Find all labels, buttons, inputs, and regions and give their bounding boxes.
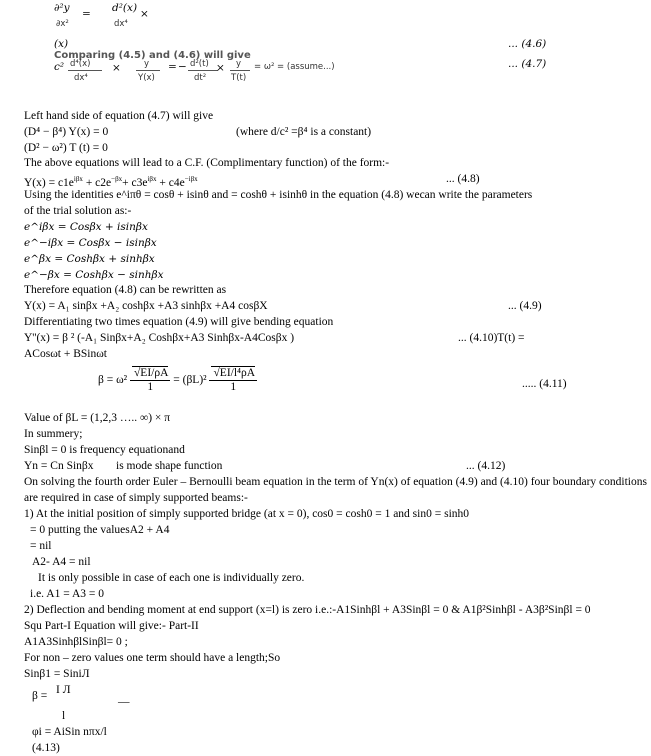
eq-d4: (D⁴ − β⁴) Y(x) = 0 [24,126,109,138]
text-line: The above equations will lead to a C.F. (Complimentary function) of the form:- [24,157,390,169]
text-line: On solving the fourth order Euler – Bernoulli beam equation in the term of Yn(x) of equation (4.9) and (4.10) four boundary conditions [24,476,647,488]
text-line: = nil [30,540,52,552]
eq2: = [168,61,177,73]
eq-Tt: ACosωt + BSinωt [24,348,107,360]
mode-text: is mode shape function [116,460,223,472]
text-line: Using the identities e^iπθ = cosθ + isinθ and = coshθ + isinhθ in the equation (4.8) wecan write the parameters [24,189,533,201]
eq-x: (x) [54,38,69,50]
eq-num-411: ..... (4.11) [522,378,567,390]
eq-num-48: ... (4.8) [446,173,480,185]
eq-phi: φi = AiSin nπx/l [32,726,107,738]
eq-d4-note: (where d/c² =β⁴ is a constant) [236,126,372,138]
eq-equals: = [82,8,91,20]
eq-times: × [140,8,149,20]
omega-assume: = ω² = (assume...) [254,62,335,72]
eq-num-413: (4.13) [32,742,60,754]
eq-lhs-num: ∂²y [54,2,70,14]
c2: c² [54,61,65,73]
eq-rhs-den: dx⁴ [114,19,128,29]
Yx: Y(x) [138,73,155,83]
text-line: are required in case of simply supported beams:- [24,492,248,504]
times1: × [112,62,121,74]
text-line: 2) Deflection and bending moment at end support (x=l) is zero i.e.:-A1Sinhβl + A3Sinβl = 0 & A1β²Sinhβl - A3β²Sinβl = 0 [24,604,591,616]
eq-num-49: ... (4.9) [508,300,542,312]
text-line: It is only possible in case of each one is individually zero. [38,572,305,584]
text-line: A2- A4 = nil [32,556,91,568]
text-line: Left hand side of equation (4.7) will give [24,110,214,122]
eq-num-46: ... (4.6) [508,38,547,50]
times2: × [216,62,225,74]
eq-beta-bar: — [118,696,130,708]
text-line: Differentiating two times equation (4.9) will give bending equation [24,316,334,328]
eq-identity: e^iβx = Cosβx + isinβx [24,221,148,233]
text-line: Therefore equation (4.8) can be rewritten as [24,284,227,296]
text-line: Sinβ1 = SiniЛ [24,668,90,680]
text-line: = 0 putting the valuesA2 + A4 [30,524,170,536]
minus: − [178,61,187,73]
dt2: dt² [194,73,207,83]
comparing-line: Comparing (4.5) and (4.6) will give [54,50,251,61]
eq-num-412: ... (4.12) [466,460,506,472]
eq-lhs-den: ∂x² [56,19,69,29]
eq-beta-num: I Л [56,684,71,696]
eq-rhs-num: d²(x) [112,2,138,14]
eq-beta-den: l [62,710,66,722]
eq-identity: e^−iβx = Cosβx − isinβx [24,237,157,249]
eq-410: Y''(x) = β ² (-A₁ Sinβx+A₂ Coshβx+A3 Sinhβx-A4Cosβx ) [24,332,295,344]
Tt: T(t) [231,73,247,83]
text-line: of the trial solution as:- [24,205,132,217]
eq-beta: β = [32,690,48,702]
y2: y [236,59,242,69]
text-line: In summery; [24,428,83,440]
text-line: 1) At the initial position of simply supported bridge (at x = 0), cos0 = cosh0 = 1 and sin0 = sinh0 [24,508,470,520]
eq-d2: (D² − ω²) T (t) = 0 [24,142,108,154]
text-line: i.e. A1 = A3 = 0 [30,588,104,600]
eq-mode: Yn = Cn Sinβx [24,460,94,472]
eq-identity: e^βx = Coshβx + sinhβx [24,253,155,265]
eq-48: $Y(x) = c1e^{i\beta x} + c2e^{-\beta x}+ c3e^{i\beta x} + c4e^{-i\beta x}$ [24,175,198,189]
d4x: d⁴(x) [70,59,91,69]
d2t: d²(t) [190,59,209,69]
text-line: Squ Part-I Equation will give:- Part-II [24,620,199,632]
eq-411: β = ω² $\frac{√EI/\rho A}{1}$ = (βL)² $\frac{\text{√EI/l⁴ρA}}{1}$ [98,367,256,393]
text-line: For non – zero values one term should have a length;So [24,652,281,664]
text-line: Value of βL = (1,2,3 ….. ∞) × π [24,412,171,424]
dx4: dx⁴ [74,73,88,83]
eq-49: Y(x) = A₁ sinβx +A₂ coshβx +A3 sinhβx +A4 cosβX [24,300,268,312]
text-line: Sinβl = 0 is frequency equationand [24,444,185,456]
eq-num-410: ... (4.10)T(t) = [458,332,525,344]
text-line: A1A3SinhβlSinβl= 0 ; [24,636,128,648]
y1: y [144,59,150,69]
eq-identity: e^−βx = Coshβx − sinhβx [24,269,164,281]
eq-num-47: ... (4.7) [508,58,547,70]
